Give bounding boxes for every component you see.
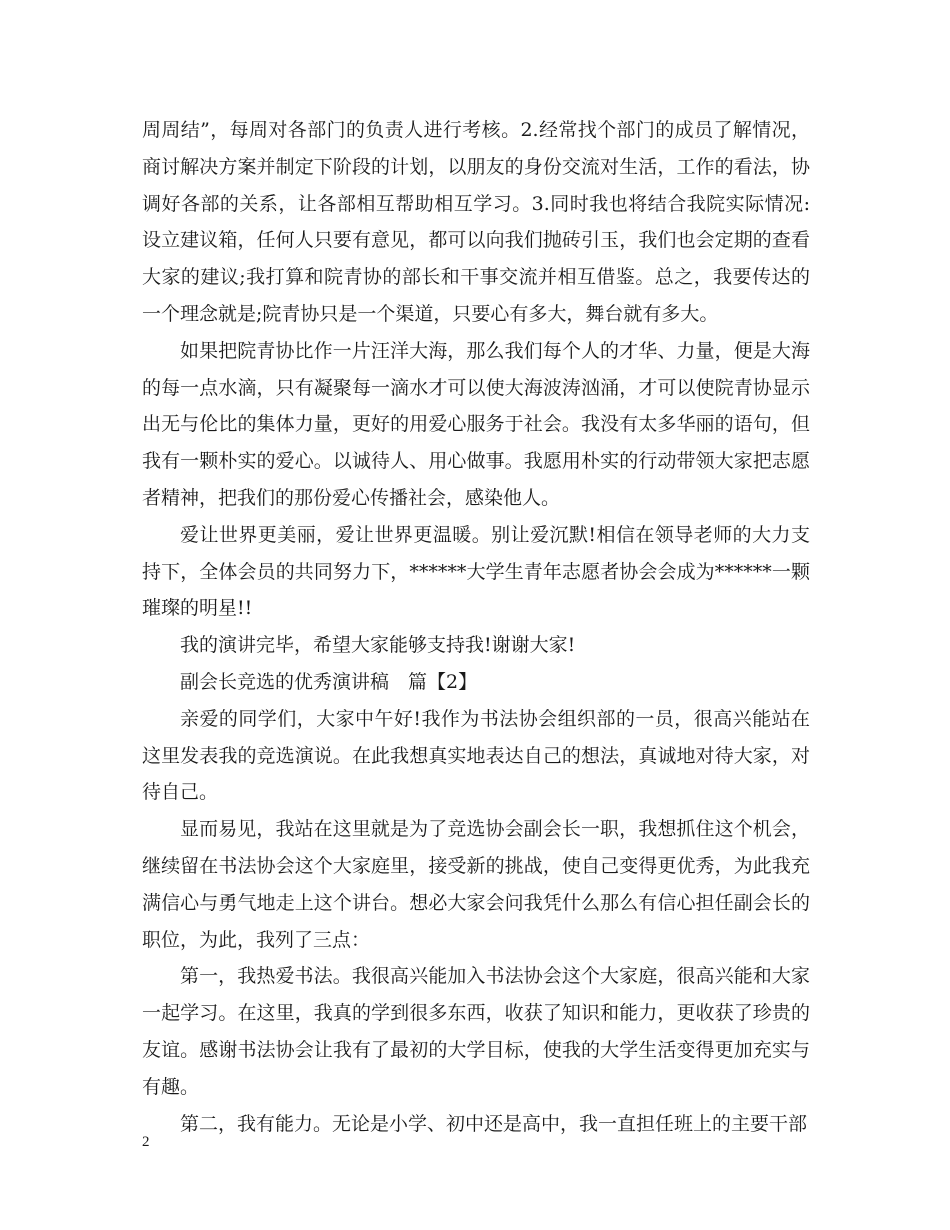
paragraph: 我的演讲完毕，希望大家能够支持我!谢谢大家! [180,634,576,657]
paragraph: 显而易见，我站在这里就是为了竞选协会副会长一职，我想抓住这个机会，继续留在书法协会这个大家庭里，接受新的挑战，使自己变得更优秀，为此我充满信心与勇气地走上这个讲台。想必大家会问我凭什么那么有信心担任副会长的职位，为此，我列了三点： [142,818,810,951]
paragraph: 爱让世界更美丽，爱让世界更温暖。别让爱沉默!相信在领导老师的大力支持下，全体会员的共同努力下，******大学生青年志愿者协会会成为******一颗璀璨的明星!! [142,523,810,620]
document-body [142,112,810,1142]
section-heading: 副会长竞选的优秀演讲稿 篇【2】 [180,670,478,693]
page-number: 2 [142,1134,150,1150]
paragraph: 第二，我有能力。无论是小学、初中还是高中，我一直担任班上的主要干部 [180,1112,808,1135]
paragraph: 亲爱的同学们，大家中午好!我作为书法协会组织部的一员，很高兴能站在这里发表我的竞选演说。在此我想真实地表达自己的想法，真诚地对待大家，对待自己。 [142,707,810,804]
paragraph: 第一，我热爱书法。我很高兴能加入书法协会这个大家庭，很高兴能和大家一起学习。在这里，我真的学到很多东西，收获了知识和能力，更收获了珍贵的友谊。感谢书法协会让我有了最初的大学目标，使我的大学生活变得更加充实与有趣。 [142,965,810,1098]
paragraph: 周周结”，每周对各部门的负责人进行考核。2.经常找个部门的成员了解情况，商讨解决方案并制定下阶段的计划，以朋友的身份交流对生活，工作的看法，协调好各部的关系，让各部相互帮助相互学习。3.同时我也将结合我院实际情况:设立建议箱，任何人只要有意见，都可以向我们抛砖引玉，我们也会定期的查看大家的建议;我打算和院青协的部长和干事交流并相互借鉴。总之，我要传达的一个理念就是;院青协只是一个渠道，只要心有多大，舞台就有多大。 [142,119,810,325]
paragraph: 如果把院青协比作一片汪洋大海，那么我们每个人的才华、力量，便是大海的每一点水滴，只有凝聚每一滴水才可以使大海波涛汹涌，才可以使院青协显示出无与伦比的集体力量，更好的用爱心服务于社会。我没有太多华丽的语句，但我有一颗朴实的爱心。以诚待人、用心做事。我愿用朴实的行动带领大家把志愿者精神，把我们的那份爱心传播社会，感染他人。 [142,339,810,509]
